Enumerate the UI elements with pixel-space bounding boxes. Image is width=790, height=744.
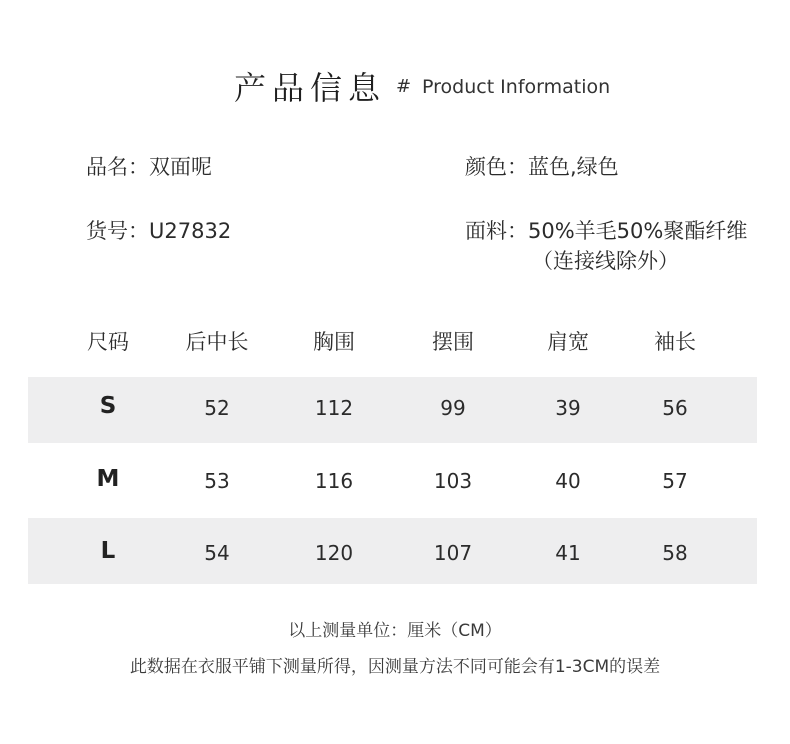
page-title: 产品信息 (234, 69, 387, 107)
table-cell: 107 (433, 541, 473, 565)
product-fabric-note: （连接线除外） (532, 249, 679, 273)
table-cell: 116 (314, 469, 354, 493)
column-header: 肩宽 (547, 330, 589, 354)
table-cell: 120 (314, 541, 354, 565)
product-name-label: 品名： (86, 155, 149, 179)
size-label: S (99, 393, 117, 419)
table-cell: 56 (662, 396, 688, 420)
table-cell: 112 (314, 396, 354, 420)
product-fabric-label: 面料： (465, 219, 528, 243)
size-row-band-s (28, 377, 757, 443)
column-header: 后中长 (185, 330, 249, 354)
product-fabric-value: 50%羊毛50%聚酯纤维 (528, 219, 748, 243)
product-name (86, 151, 212, 181)
product-fabric (465, 215, 747, 245)
measurement-disclaimer: 此数据在衣服平铺下测量所得，因测量方法不同可能会有1-3CM的误差 (129, 657, 661, 677)
table-cell: 57 (662, 469, 688, 493)
table-cell: 52 (204, 396, 230, 420)
column-header: 胸围 (313, 330, 355, 354)
product-sku (86, 215, 231, 245)
product-color-label: 颜色： (465, 155, 528, 179)
table-cell: 41 (555, 541, 581, 565)
table-cell: 40 (555, 469, 581, 493)
table-cell: 58 (662, 541, 688, 565)
table-cell: 99 (440, 396, 466, 420)
product-sku-label: 货号： (86, 219, 149, 243)
size-label: L (100, 538, 116, 564)
unit-note: 以上测量单位：厘米（CM） (288, 621, 502, 641)
table-cell: 39 (555, 396, 581, 420)
column-header: 尺码 (87, 330, 129, 354)
column-header: 袖长 (654, 330, 696, 354)
table-cell: 54 (204, 541, 230, 565)
table-cell: 53 (204, 469, 230, 493)
size-label: M (96, 466, 120, 492)
product-color (465, 151, 619, 181)
product-color-value: 蓝色,绿色 (528, 155, 619, 179)
product-name-value: 双面呢 (149, 155, 212, 179)
product-sku-value: U27832 (149, 219, 232, 243)
page-subtitle: Product Information (422, 76, 611, 98)
title-hash: # (396, 76, 412, 97)
size-row-band-l (28, 518, 757, 584)
column-header: 摆围 (432, 330, 474, 354)
table-cell: 103 (433, 469, 473, 493)
